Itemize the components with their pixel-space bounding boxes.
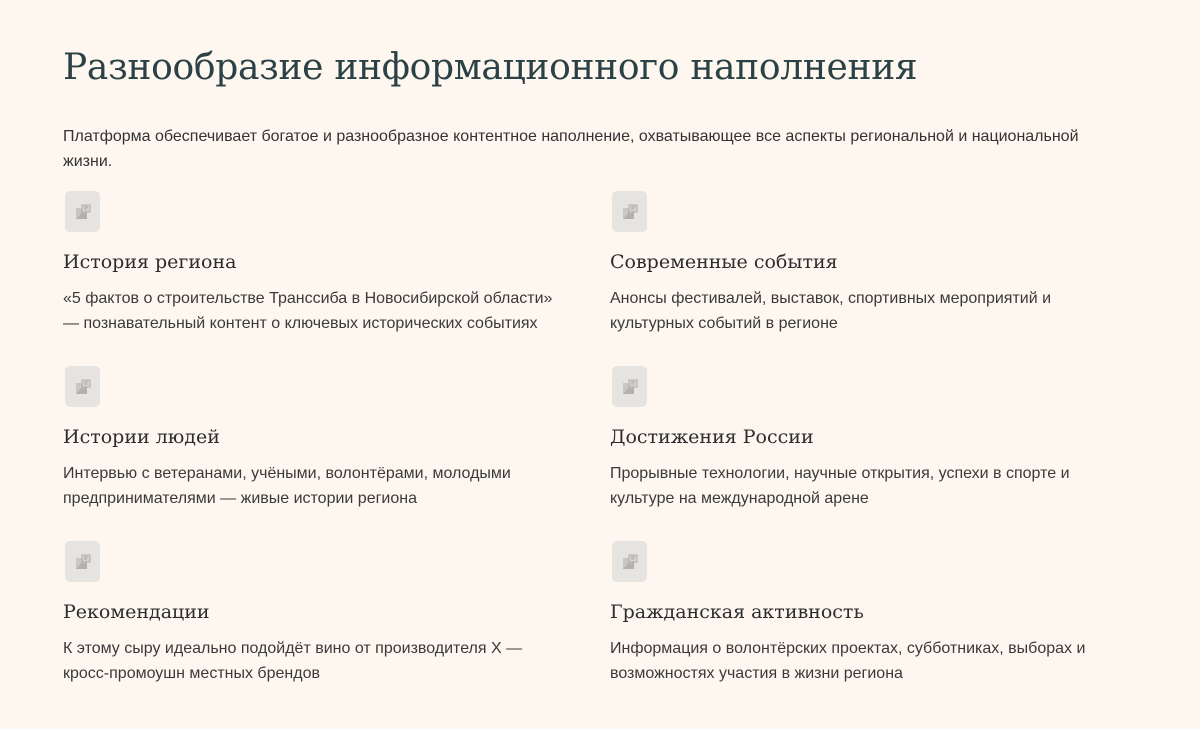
- broken-image-icon: [612, 366, 647, 407]
- feature-title: Гражданская активность: [610, 601, 864, 623]
- feature-title: Рекомендации: [63, 601, 210, 623]
- broken-image-icon: [612, 541, 647, 582]
- section-title: Разнообразие информационного наполнения: [63, 47, 918, 88]
- broken-image-icon: [65, 366, 100, 407]
- feature-title: История региона: [63, 251, 237, 273]
- feature-description: Прорывные технологии, научные открытия, успехи в спорте и культуре на международной арене: [610, 465, 1070, 507]
- feature-description: «5 фактов о строительстве Транссиба в Новосибирской области» — познавательный контент о ключевых исторических событиях: [63, 290, 553, 332]
- section-intro: Платформа обеспечивает богатое и разнообразное контентное наполнение, охватывающее все аспекты региональной и национальной жизни.: [63, 128, 1079, 170]
- feature-title: Достижения России: [610, 426, 814, 448]
- feature-title: Истории людей: [63, 426, 220, 448]
- feature-description: Анонсы фестивалей, выставок, спортивных мероприятий и культурных событий в регионе: [610, 290, 1052, 332]
- feature-description: К этому сыру идеально подойдёт вино от производителя X — кросс-промоушн местных брендов: [63, 640, 523, 682]
- feature-description: Информация о волонтёрских проектах, субботниках, выборах и возможностях участия в жизни региона: [610, 640, 1086, 682]
- broken-image-icon: [65, 541, 100, 582]
- feature-title: Современные события: [610, 251, 838, 273]
- broken-image-icon: [612, 191, 647, 232]
- feature-description: Интервью с ветеранами, учёными, волонтёрами, молодыми предпринимателями — живые истории региона: [63, 465, 511, 507]
- broken-image-icon: [65, 191, 100, 232]
